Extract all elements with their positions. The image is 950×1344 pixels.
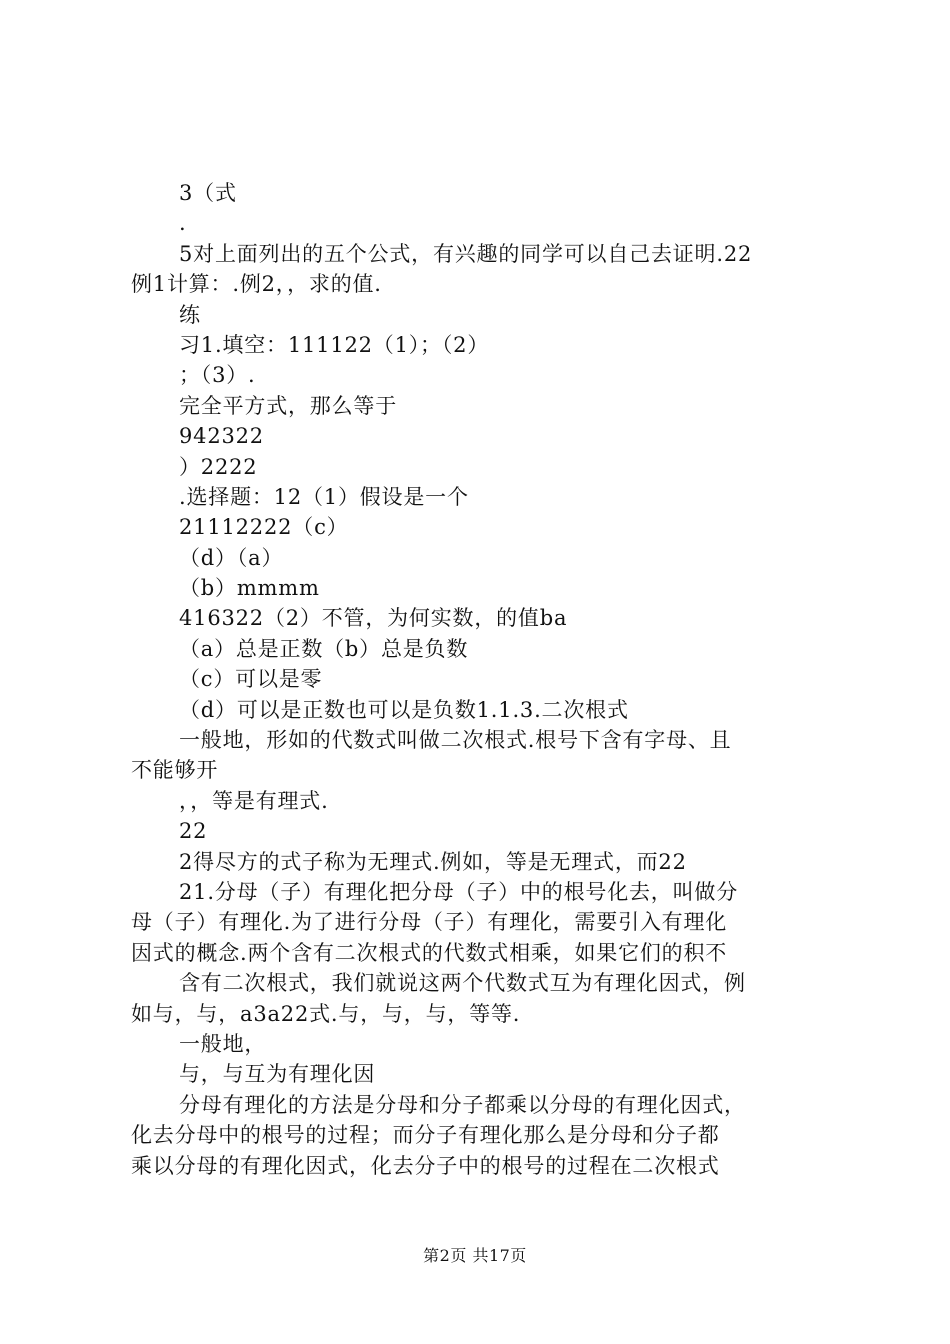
text-line: ）2222: [179, 454, 258, 479]
text-line: 5对上面列出的五个公式，有兴趣的同学可以自己去证明.22: [179, 241, 753, 266]
text-line: 完全平方式，那么等于: [179, 393, 397, 418]
text-line: 含有二次根式，我们就说这两个代数式互为有理化因式，例: [179, 971, 746, 996]
text-line: .: [179, 211, 187, 236]
text-line: （d）（a）: [179, 545, 284, 570]
text-line: 不能够开: [131, 758, 219, 783]
text-line: 习1.填空：111122（1）；（2）: [179, 332, 490, 357]
text-line: （b）mmmm: [179, 576, 320, 601]
text-line: 练: [179, 302, 201, 327]
page-footer: 第2页 共17页: [423, 1246, 527, 1265]
text-line: 942322: [179, 424, 264, 449]
text-line: 如与，与，a3a22式.与，与，与，等等.: [131, 1001, 521, 1026]
text-line: ；（3）.: [179, 363, 256, 388]
text-line: （a）总是正数（b）总是负数: [179, 636, 469, 661]
text-line: 与，与互为有理化因: [179, 1062, 376, 1087]
text-line: 22: [179, 819, 208, 844]
text-line: ，，等是有理式.: [179, 788, 329, 813]
text-line: 21112222（c）: [179, 515, 349, 540]
text-line: 3（式: [179, 181, 237, 205]
text-line: 2得尽方的式子称为无理式.例如，等是无理式，而22: [179, 849, 687, 874]
text-line: 416322（2）不管，为何实数，的值ba: [179, 606, 568, 631]
text-line: 因式的概念.两个含有二次根式的代数式相乘，如果它们的积不: [131, 940, 728, 965]
text-line: 化去分母中的根号的过程；而分子有理化那么是分母和分子都: [131, 1123, 720, 1148]
text-line: （d）可以是正数也可以是负数1.1.3.二次根式: [179, 697, 629, 722]
text-line: 母（子）有理化.为了进行分母（子）有理化，需要引入有理化: [131, 910, 728, 935]
text-line: 一般地，形如的代数式叫做二次根式.根号下含有字母、且: [179, 728, 732, 753]
text-line: （c）可以是零: [179, 667, 323, 692]
document-body: [131, 178, 836, 1181]
text-line: .选择题：12（1）假设是一个: [179, 484, 469, 509]
text-line: 乘以分母的有理化因式，化去分子中的根号的过程在二次根式: [131, 1153, 720, 1178]
text-line: 一般地，: [179, 1031, 267, 1056]
text-line: 例1计算：.例2，，求的值.: [131, 272, 382, 297]
text-line: 21.分母（子）有理化把分母（子）中的根号化去，叫做分: [179, 879, 738, 904]
text-line: 分母有理化的方法是分母和分子都乘以分母的有理化因式，: [179, 1092, 746, 1117]
